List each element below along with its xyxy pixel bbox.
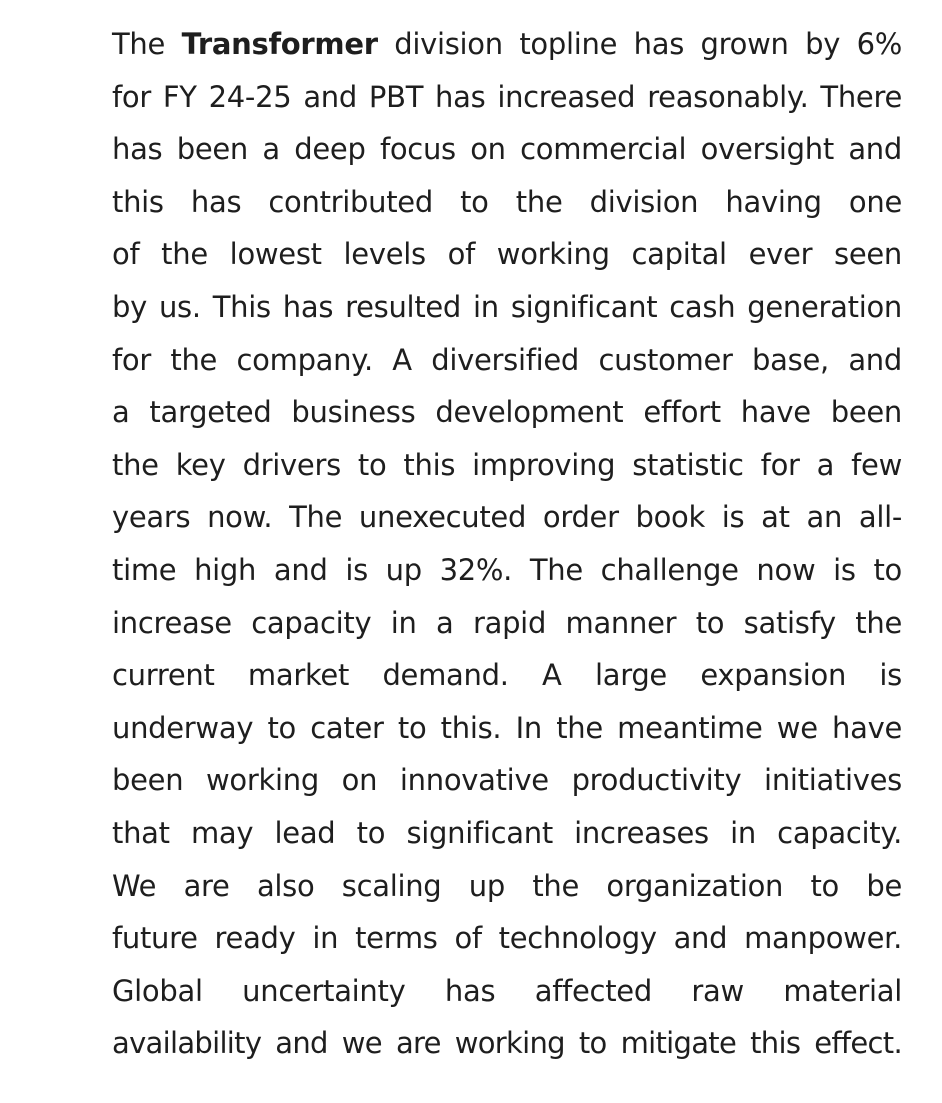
paragraph-line: current market demand. A large expansion is: [112, 658, 902, 693]
paragraph-line: years now. The unexecuted order book is at an all-: [112, 500, 902, 535]
paragraph-line: underway to cater to this. In the meantime we have: [112, 710, 902, 745]
document-paragraph: [112, 18, 902, 1070]
paragraph-line: time high and is up 32%. The challenge now is to: [112, 552, 902, 587]
paragraph-line: the key drivers to this improving statistic for a few: [112, 447, 902, 482]
paragraph-line: this has contributed to the division having one: [112, 184, 902, 219]
paragraph-line: has been a deep focus on commercial oversight and: [112, 132, 902, 167]
paragraph-line: future ready in terms of technology and manpower.: [112, 921, 902, 956]
transformer-emphasis: Transformer: [181, 27, 378, 61]
paragraph-line: a targeted business development effort have been: [112, 395, 902, 430]
paragraph-line: [112, 18, 902, 71]
paragraph-line: increase capacity in a rapid manner to satisfy the: [112, 605, 902, 640]
line-rest-text: division topline has grown by 6%: [394, 27, 903, 61]
paragraph-line: that may lead to significant increases in capacity.: [112, 815, 902, 850]
paragraph-line: of the lowest levels of working capital ever seen: [112, 237, 902, 272]
line-lead-text: The: [112, 27, 166, 61]
paragraph-line: Global uncertainty has affected raw material: [112, 973, 902, 1008]
paragraph-line: by us. This has resulted in significant cash generation: [112, 289, 902, 324]
paragraph-line: availability and we are working to mitigate this effect.: [112, 1026, 902, 1061]
paragraph-line: been working on innovative productivity initiatives: [112, 763, 902, 798]
paragraph-line: for FY 24-25 and PBT has increased reasonably. There: [112, 79, 902, 114]
paragraph-line: We are also scaling up the organization to be: [112, 868, 902, 903]
paragraph-line: for the company. A diversified customer base, and: [112, 342, 902, 377]
